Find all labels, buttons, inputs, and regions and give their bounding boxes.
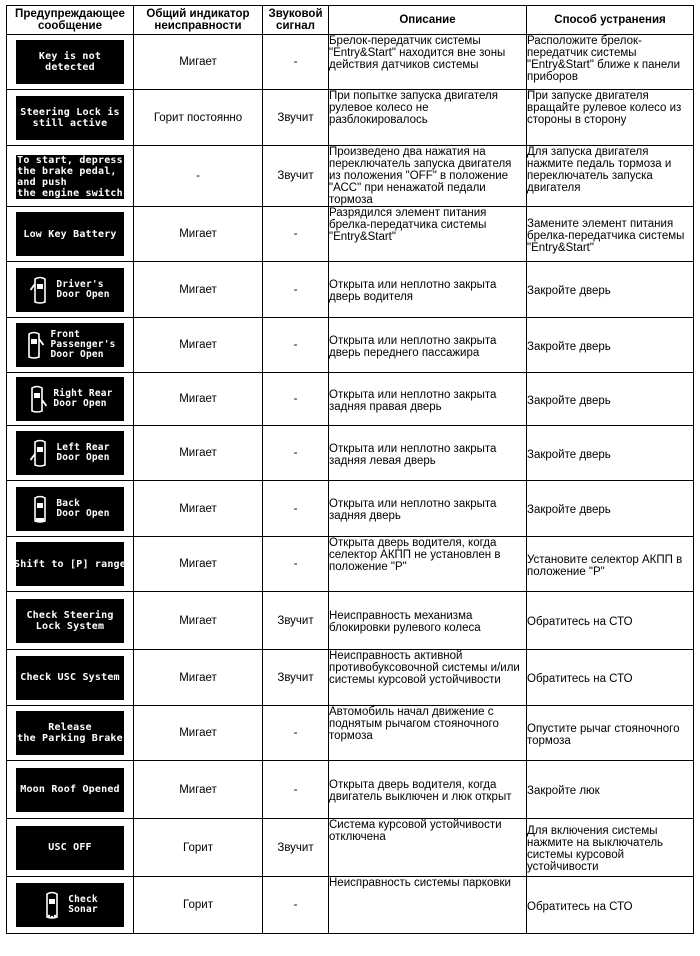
message-cell — [7, 207, 134, 262]
indicator-cell: Мигает — [134, 481, 263, 537]
remedy-cell: Для включения системы нажмите на выключатель системы курсовой устойчивости — [527, 819, 694, 877]
sound-cell: - — [263, 706, 329, 761]
warning-message-text: Shift to [P] range — [14, 558, 126, 570]
indicator-cell: Мигает — [134, 318, 263, 373]
description-cell: Система курсовой устойчивости отключена — [329, 819, 527, 877]
remedy-cell: Закройте дверь — [527, 262, 694, 318]
message-cell — [7, 262, 134, 318]
warning-message-text: Steering Lock is still active — [20, 106, 120, 129]
table-row — [7, 877, 694, 934]
message-cell — [7, 373, 134, 426]
message-cell — [7, 650, 134, 706]
warning-display — [16, 96, 124, 140]
car-back-door-icon — [30, 494, 50, 524]
sound-cell: Звучит — [263, 146, 329, 207]
car-sonar-icon — [42, 890, 62, 920]
remedy-cell: Закройте дверь — [527, 481, 694, 537]
warning-display — [16, 377, 124, 421]
indicator-cell: Горит — [134, 819, 263, 877]
warning-display — [16, 431, 124, 475]
indicator-cell: - — [134, 146, 263, 207]
warning-display — [16, 711, 124, 755]
sound-cell: Звучит — [263, 819, 329, 877]
car-door-front-right-icon — [24, 330, 44, 360]
warning-display — [16, 212, 124, 256]
table-row — [7, 262, 694, 318]
indicator-cell: Мигает — [134, 35, 263, 90]
indicator-cell: Мигает — [134, 426, 263, 481]
warning-message-text: Moon Roof Opened — [20, 784, 120, 795]
sound-cell: - — [263, 761, 329, 819]
description-cell: Открыта дверь водителя, когда селектор АКПП не установлен в положение "Р" — [329, 537, 527, 592]
warning-message-text: Check Steering Lock System — [26, 609, 114, 632]
remedy-cell: Расположите брелок-передатчик системы "Entry&Start" ближе к панели приборов — [527, 35, 694, 90]
description-cell: Открыта или неплотно закрыта дверь водителя — [329, 262, 527, 318]
warning-display — [16, 599, 124, 643]
table-row — [7, 592, 694, 650]
warning-message-text: Check USC System — [20, 672, 120, 683]
table-row — [7, 318, 694, 373]
warning-display — [16, 883, 124, 927]
sound-cell: - — [263, 262, 329, 318]
message-cell — [7, 481, 134, 537]
table-header-row — [7, 6, 694, 35]
warning-display — [16, 542, 124, 586]
message-cell — [7, 761, 134, 819]
warning-message-text: Check Sonar — [68, 894, 98, 915]
warning-display — [16, 487, 124, 531]
table-row — [7, 90, 694, 146]
message-cell — [7, 426, 134, 481]
sound-cell: - — [263, 537, 329, 592]
remedy-cell: Обратитесь на СТО — [527, 650, 694, 706]
warning-display — [16, 826, 124, 870]
warning-display — [16, 768, 124, 812]
table-row — [7, 761, 694, 819]
message-cell — [7, 592, 134, 650]
header-sound: Звуковой сигнал — [263, 6, 329, 35]
remedy-cell: Обратитесь на СТО — [527, 877, 694, 934]
sound-cell: - — [263, 207, 329, 262]
description-cell: Неисправность системы парковки — [329, 877, 527, 934]
table-row — [7, 706, 694, 761]
indicator-cell: Мигает — [134, 207, 263, 262]
warning-display — [16, 656, 124, 700]
remedy-cell: Закройте дверь — [527, 373, 694, 426]
sound-cell: - — [263, 35, 329, 90]
description-cell: При попытке запуска двигателя рулевое колесо не разблокировалось — [329, 90, 527, 146]
table-row — [7, 819, 694, 877]
description-cell: Открыта или неплотно закрыта задняя правая дверь — [329, 373, 527, 426]
sound-cell: Звучит — [263, 592, 329, 650]
description-cell: Автомобиль начал движение с поднятым рычагом стояночного тормоза — [329, 706, 527, 761]
remedy-cell: Обратитесь на СТО — [527, 592, 694, 650]
remedy-cell: Замените элемент питания брелка-передатчика системы "Entry&Start" — [527, 207, 694, 262]
message-cell — [7, 819, 134, 877]
indicator-cell: Мигает — [134, 592, 263, 650]
table-row — [7, 207, 694, 262]
sound-cell: Звучит — [263, 90, 329, 146]
table-row — [7, 146, 694, 207]
warning-display — [16, 155, 124, 199]
warning-message-text: Left Rear Door Open — [56, 442, 110, 463]
message-cell — [7, 90, 134, 146]
remedy-cell: Установите селектор АКПП в положение "Р" — [527, 537, 694, 592]
warning-display — [16, 40, 124, 84]
description-cell: Открыта или неплотно закрыта дверь переднего пассажира — [329, 318, 527, 373]
sound-cell: - — [263, 373, 329, 426]
warning-display — [16, 323, 124, 367]
table-row — [7, 650, 694, 706]
sound-cell: - — [263, 481, 329, 537]
warning-message-text: Driver's Door Open — [56, 278, 110, 300]
warning-messages-table — [6, 5, 694, 934]
description-cell: Открыта или неплотно закрыта задняя дверь — [329, 481, 527, 537]
table-row — [7, 481, 694, 537]
header-message: Предупреждающее сообщение — [7, 6, 134, 35]
indicator-cell: Мигает — [134, 761, 263, 819]
warning-message-text: Back Door Open — [56, 497, 110, 519]
message-cell — [7, 35, 134, 90]
warning-message-text: Release the Parking Brake — [17, 722, 123, 744]
indicator-cell: Мигает — [134, 262, 263, 318]
car-door-front-left-icon — [30, 275, 50, 305]
remedy-cell: Закройте дверь — [527, 426, 694, 481]
description-cell: Неисправность механизма блокировки рулевого колеса — [329, 592, 527, 650]
message-cell — [7, 146, 134, 207]
indicator-cell: Мигает — [134, 537, 263, 592]
description-cell: Произведено два нажатия на переключатель запуска двигателя из положения "OFF" в положение "АСС" при ненажатой педали тормоза — [329, 146, 527, 207]
warning-message-text: Front Passenger's Door Open — [50, 329, 116, 360]
header-remedy: Способ устранения — [527, 6, 694, 35]
remedy-cell: Для запуска двигателя нажмите педаль тормоза и переключатель запуска двигателя — [527, 146, 694, 207]
indicator-cell: Мигает — [134, 650, 263, 706]
sound-cell: Звучит — [263, 650, 329, 706]
sound-cell: - — [263, 877, 329, 934]
header-indicator: Общий индикатор неисправности — [134, 6, 263, 35]
description-cell: Открыта или неплотно закрыта задняя левая дверь — [329, 426, 527, 481]
table-body — [7, 35, 694, 934]
warning-message-text: Low Key Battery — [23, 228, 117, 240]
indicator-cell: Мигает — [134, 706, 263, 761]
message-cell — [7, 877, 134, 934]
car-door-rear-right-icon — [27, 384, 47, 414]
warning-message-text: Right Rear Door Open — [53, 388, 113, 409]
sound-cell: - — [263, 426, 329, 481]
message-cell — [7, 318, 134, 373]
description-cell: Разрядился элемент питания брелка-передатчика системы "Entry&Start" — [329, 207, 527, 262]
indicator-cell: Мигает — [134, 373, 263, 426]
message-cell — [7, 537, 134, 592]
indicator-cell: Горит — [134, 877, 263, 934]
remedy-cell: Закройте люк — [527, 761, 694, 819]
description-cell: Неисправность активной противобуксовочной системы и/или системы курсовой устойчивости — [329, 650, 527, 706]
warning-message-text: Key is not detected — [38, 51, 102, 73]
remedy-cell: Закройте дверь — [527, 318, 694, 373]
table-row — [7, 373, 694, 426]
warning-message-text: USC OFF — [48, 842, 92, 853]
table-row — [7, 537, 694, 592]
description-cell: Открыта дверь водителя, когда двигатель выключен и люк открыт — [329, 761, 527, 819]
warning-display — [16, 268, 124, 312]
table-row — [7, 426, 694, 481]
sound-cell: - — [263, 318, 329, 373]
remedy-cell: При запуске двигателя вращайте рулевое колесо из стороны в сторону — [527, 90, 694, 146]
indicator-cell: Горит постоянно — [134, 90, 263, 146]
remedy-cell: Опустите рычаг стояночного тормоза — [527, 706, 694, 761]
header-description: Описание — [329, 6, 527, 35]
description-cell: Брелок-передатчик системы "Entry&Start" находится вне зоны действия датчиков системы — [329, 35, 527, 90]
warning-message-text: To start, depress the brake pedal, and push the engine switch — [17, 154, 123, 199]
message-cell — [7, 706, 134, 761]
car-door-rear-left-icon — [30, 438, 50, 468]
table-row — [7, 35, 694, 90]
